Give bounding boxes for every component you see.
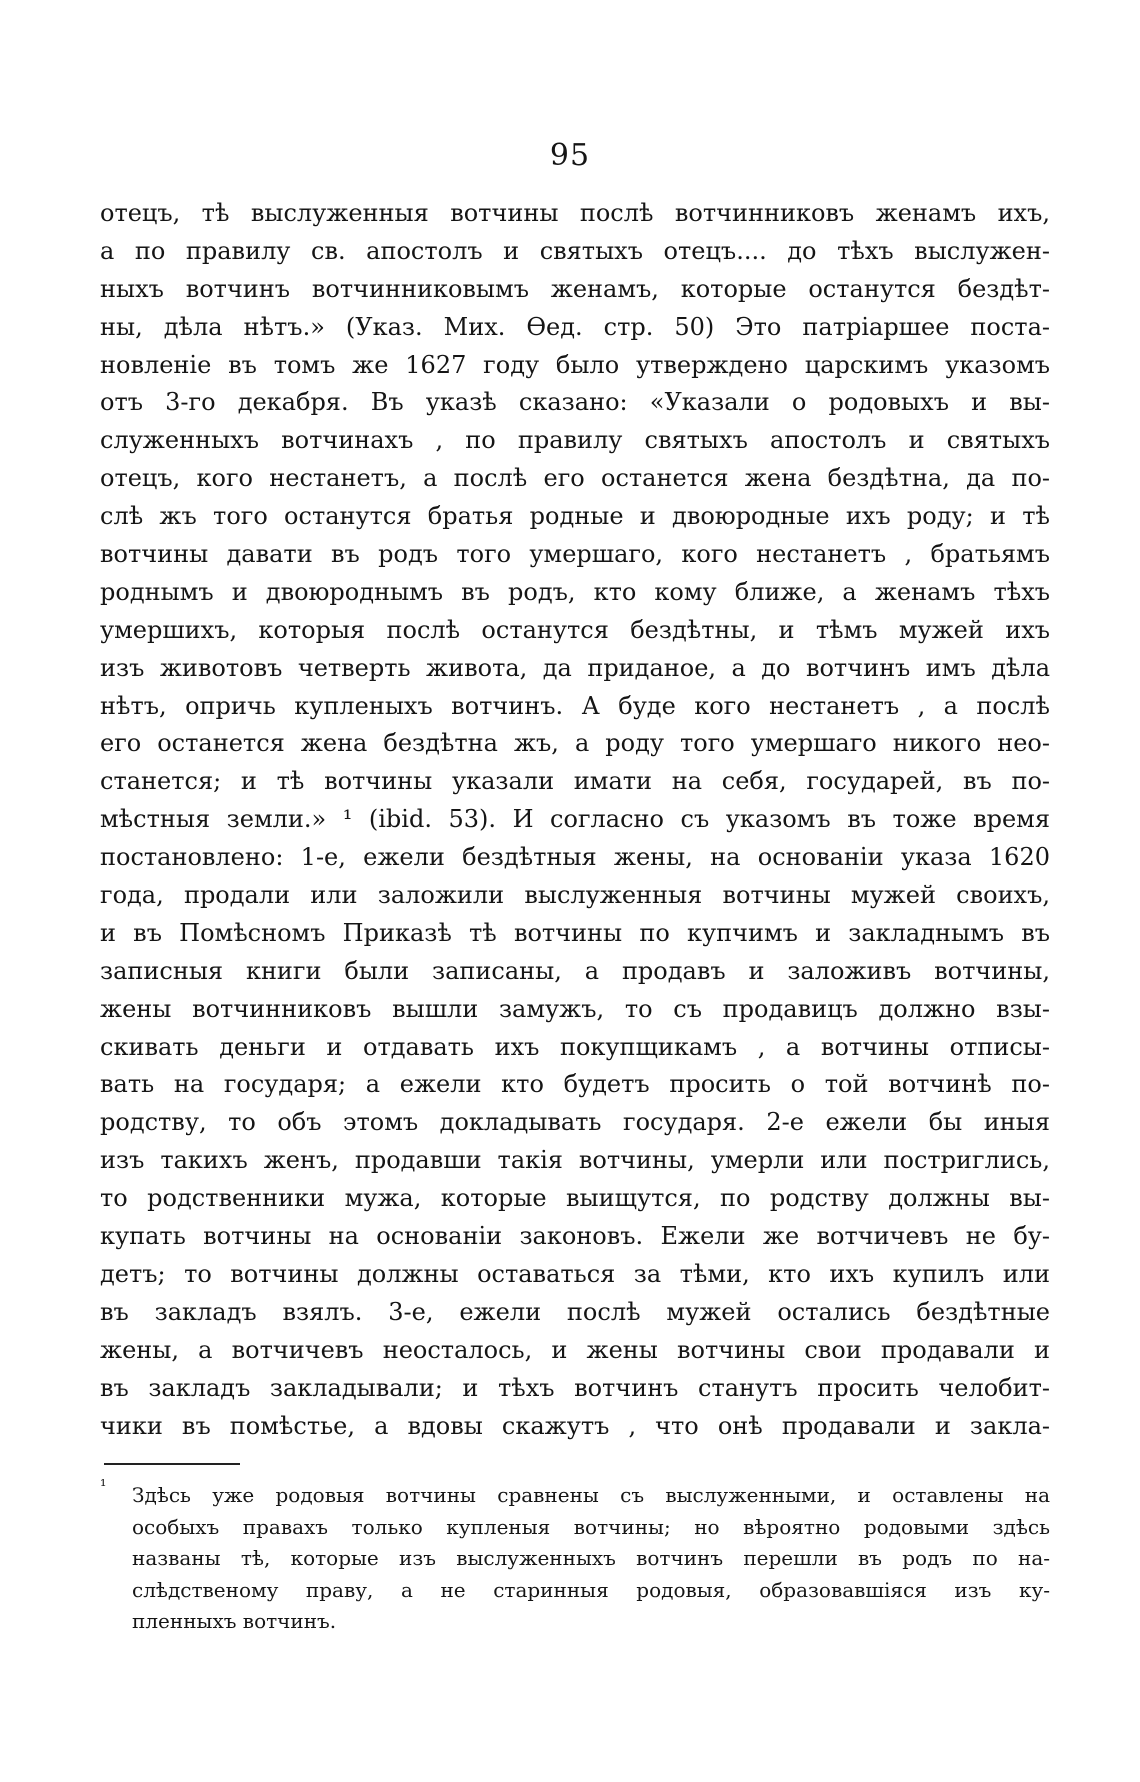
text-line: скивать деньги и отдавать ихъ покупщикамъ , а вотчины отписы- [100,1032,1050,1061]
page-number: 95 [549,138,591,173]
text-line: записныя книги были записаны, а продавъ и заложивъ вотчины, [100,956,1050,985]
text-line: купать вотчины на основаніи законовъ. Ежели же вотчичевъ не бу- [100,1222,1050,1251]
text-line: отецъ, кого нестанетъ, а послѣ его останется жена бездѣтна, да по- [100,464,1050,493]
text-line: отъ 3-го декабря. Въ указѣ сказано: «Указали о родовыхъ и вы- [100,388,1050,417]
footnote-line: слѣдственому праву, а не старинныя родовыя, образовавшіяся изъ ку- [132,1577,1050,1602]
footnote [100,1476,1050,1638]
footnote-line: пленныхъ вотчинъ. [132,1609,337,1633]
text-line: роднымъ и двоюроднымъ въ родъ, кто кому ближе, а женамъ тѣхъ [100,577,1050,606]
text-line: детъ; то вотчины должны оставаться за тѣми, кто ихъ купилъ или [100,1259,1050,1288]
footnote-divider [104,1463,240,1465]
text-line: изъ животовъ четверть живота, да приданое, а до вотчинъ имъ дѣла [100,653,1050,682]
text-line: родству, то объ этомъ докладывать государя. 2-е ежели бы иныя [100,1108,1050,1137]
text-line: мѣстныя земли.» ¹ (ibid. 53). И согласно съ указомъ въ тоже время [100,805,1050,834]
text-line: а по правилу св. апостолъ и святыхъ отецъ.... до тѣхъ выслужен- [100,236,1050,265]
footnote-line: названы тѣ, которые изъ выслуженныхъ вотчинъ перешли въ родъ по на- [132,1546,1050,1570]
text-line: жены вотчинниковъ вышли замужъ, то съ продавицъ должно взы- [100,994,1050,1023]
main-text-body [100,195,1050,1445]
text-line: изъ такихъ женъ, продавши такія вотчины, умерли или постриглись, [100,1146,1050,1175]
text-line: ныхъ вотчинъ вотчинниковымъ женамъ, которые останутся бездѣт- [100,274,1050,303]
text-line: умершихъ, которыя послѣ останутся бездѣтны, и тѣмъ мужей ихъ [100,615,1050,644]
text-line: то родственники мужа, которые выищутся, по родству должны вы- [100,1184,1050,1213]
text-line: вотчины давати въ родъ того умершаго, кого нестанетъ , братьямъ [100,540,1050,569]
text-line: и въ Помѣсномъ Приказѣ тѣ вотчины по купчимъ и закладнымъ въ [100,918,1050,947]
text-line: отецъ, тѣ выслуженныя вотчины послѣ вотчинниковъ женамъ ихъ, [100,199,1050,227]
text-line: служенныхъ вотчинахъ , по правилу святыхъ апостолъ и святыхъ [100,426,1050,455]
text-line: станется; и тѣ вотчины указали имати на себя, государей, въ по- [100,767,1050,796]
text-line: ны, дѣла нѣтъ.» (Указ. Мих. Ѳед. стр. 50) Это патріаршее поста- [100,312,1050,341]
footnote-marker: ¹ [100,1476,107,1495]
text-line: года, продали или заложили выслуженныя вотчины мужей своихъ, [100,881,1050,910]
text-line: его останется жена бездѣтна жъ, а роду того умершаго никого нео- [100,729,1050,758]
text-line: въ закладъ взялъ. 3-е, ежели послѣ мужей остались бездѣтные [100,1297,1050,1326]
text-line: постановлено: 1-е, ежели бездѣтныя жены, на основаніи указа 1620 [100,843,1050,872]
text-line: вать на государя; а ежели кто будетъ просить о той вотчинѣ по- [100,1070,1050,1099]
text-line: нѣтъ, опричь купленыхъ вотчинъ. А буде кого нестанетъ , а послѣ [100,691,1050,720]
text-line: жены, а вотчичевъ неосталось, и жены вотчины свои продавали и [100,1335,1050,1364]
text-line: чики въ помѣстье, а вдовы скажутъ , что онѣ продавали и закла- [100,1411,1050,1440]
footnote-line: особыхъ правахъ только купленыя вотчины; но вѣроятно родовыми здѣсь [132,1514,1050,1539]
text-line: слѣ жъ того останутся братья родные и двоюродные ихъ роду; и тѣ [100,502,1050,531]
text-line: въ закладъ закладывали; и тѣхъ вотчинъ станутъ просить челобит- [100,1373,1050,1402]
footnote-line: Здѣсь уже родовыя вотчины сравнены съ выслуженными, и оставлены на [132,1483,1050,1507]
text-line: новленіе въ томъ же 1627 году было утверждено царскимъ указомъ [100,350,1050,379]
